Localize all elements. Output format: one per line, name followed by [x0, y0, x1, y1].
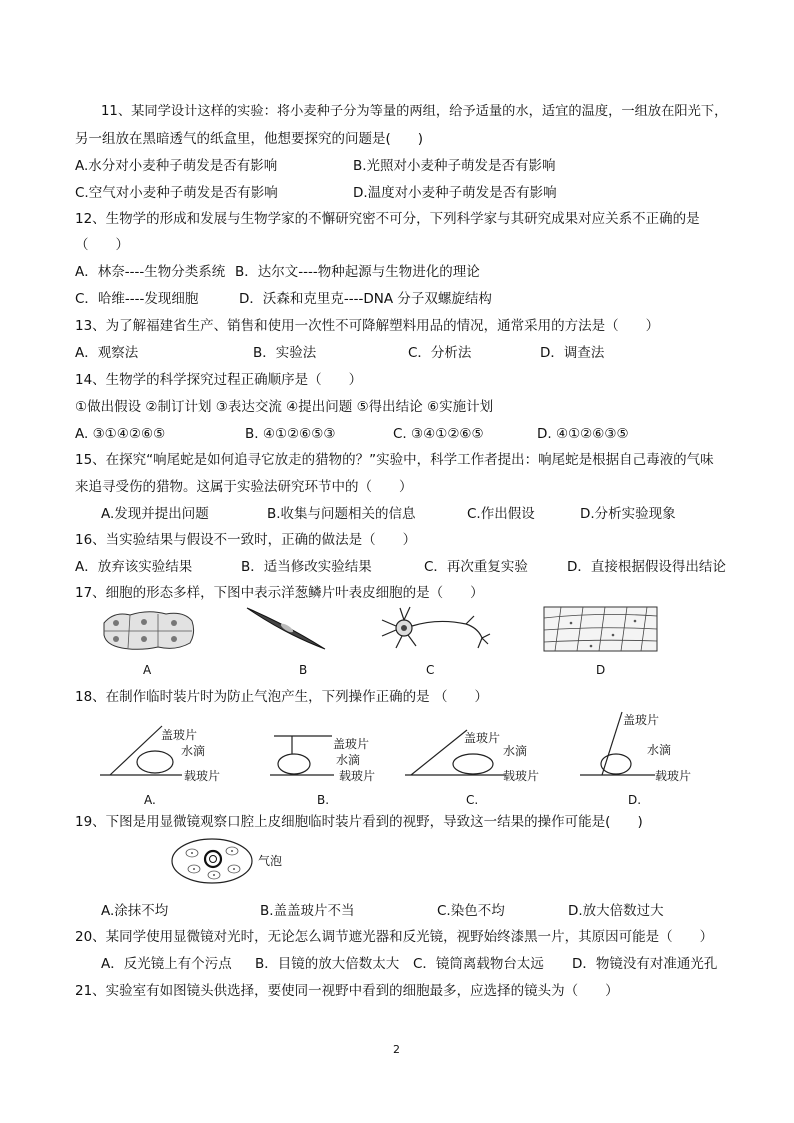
q17-label-b: B: [299, 663, 308, 677]
q11-option-a: A.水分对小麦种子萌发是否有影响: [75, 158, 278, 174]
q13-option-a: A．观察法: [75, 345, 139, 361]
q11-option-b: B.光照对小麦种子萌发是否有影响: [353, 158, 556, 174]
q15-option-b: B.收集与问题相关的信息: [267, 506, 416, 522]
q18-figure-b: [270, 734, 334, 784]
q14-option-b: B. ④①②⑥⑤③: [245, 426, 336, 442]
q14-option-d: D. ④①②⑥③⑤: [537, 426, 629, 442]
q20-option-b: B．目镜的放大倍数太大: [255, 956, 400, 972]
q13-stem: 13、为了解福建省生产、销售和使用一次性不可降解塑料用品的情况，通常采用的方法是（ ）: [75, 318, 660, 334]
q20-option-a: A．反光镜上有个污点: [101, 956, 232, 972]
q12-option-b: B．达尔文----物种起源与生物进化的理论: [235, 264, 480, 280]
q16-option-b: B．适当修改实验结果: [241, 559, 372, 575]
q13-option-c: C．分析法: [408, 345, 472, 361]
q18-b-water-label: 水滴: [336, 753, 361, 767]
q19-bubble-label: 气泡: [258, 854, 283, 868]
q15-stem-line1: 15、在探究“响尾蛇是如何追寻它放走的猎物的？”实验中，科学工作者提出：响尾蛇是根据自己毒液的气味: [75, 452, 714, 468]
q17-figure-c-neuron: [378, 604, 503, 652]
q11-stem-line2: 另一组放在黑暗透气的纸盒里，他想要探究的问题是( ): [75, 131, 424, 147]
q19-option-a: A.涂抹不均: [101, 903, 169, 919]
q11-option-d: D.温度对小麦种子萌发是否有影响: [353, 185, 557, 201]
q18-a-water-label: 水滴: [181, 744, 206, 758]
page-number: 2: [393, 1043, 400, 1056]
q12-option-d: D．沃森和克里克----DNA 分子双螺旋结构: [239, 291, 492, 307]
q18-b-slide-label: 载玻片: [339, 769, 376, 783]
q18-d-cover-label: 盖玻片: [623, 713, 660, 727]
q19-option-c: C.染色不均: [437, 903, 505, 919]
q18-d-slide-label: 载玻片: [655, 769, 692, 783]
q20-option-c: C．镜筒离载物台太远: [413, 956, 544, 972]
q17-label-d: D: [596, 663, 606, 677]
q16-stem: 16、当实验结果与假设不一致时，正确的做法是（ ）: [75, 532, 417, 548]
q11-stem-line1: 11、某同学设计这样的实验：将小麦种子分为等量的两组，给予适量的水，适宜的温度，一组放在阳光下，: [101, 104, 728, 119]
q17-figure-d-onion-epidermis: [543, 606, 658, 652]
q17-figure-a-muscle-cells: [100, 605, 197, 653]
q17-stem: 17、细胞的形态多样，下图中表示洋葱鳞片叶表皮细胞的是（ ）: [75, 585, 484, 601]
q18-a-cover-label: 盖玻片: [161, 728, 198, 742]
q19-microscope-field: [170, 837, 255, 885]
q18-label-a: A.: [144, 793, 156, 807]
q17-label-c: C: [426, 663, 435, 677]
q13-option-b: B．实验法: [253, 345, 317, 361]
q18-b-cover-label: 盖玻片: [333, 737, 370, 751]
q19-stem: 19、下图是用显微镜观察口腔上皮细胞临时装片看到的视野，导致这一结果的操作可能是( ): [75, 814, 643, 830]
q15-option-a: A.发现并提出问题: [101, 506, 209, 522]
q18-d-water-label: 水滴: [647, 743, 672, 757]
q18-a-slide-label: 载玻片: [184, 769, 221, 783]
q18-label-b: B.: [317, 793, 330, 807]
q12-option-c: C．哈维----发现细胞: [75, 291, 199, 307]
q13-option-d: D．调查法: [540, 345, 605, 361]
q15-stem-line2: 来追寻受伤的猎物。这属于实验法研究环节中的（ ）: [75, 479, 413, 495]
q17-label-a: A: [143, 663, 152, 677]
q14-option-c: C. ③④①②⑥⑤: [393, 426, 484, 442]
q12-option-a: A．林奈----生物分类系统: [75, 264, 226, 280]
q16-option-d: D．直接根据假设得出结论: [567, 559, 726, 575]
q19-option-b: B.盖盖玻片不当: [260, 903, 355, 919]
q18-label-c: C.: [466, 793, 479, 807]
q12-stem-line1: 12、生物学的形成和发展与生物学家的不懈研究密不可分，下列科学家与其研究成果对应关系不正确的是: [75, 211, 700, 227]
q12-stem-line2: （ ）: [75, 237, 129, 253]
q18-c-cover-label: 盖玻片: [464, 731, 501, 745]
q14-stem: 14、生物学的科学探究过程正确顺序是（ ）: [75, 372, 363, 388]
q20-option-d: D．物镜没有对准通光孔: [572, 956, 718, 972]
q18-c-slide-label: 载玻片: [503, 769, 540, 783]
q20-stem: 20、某同学使用显微镜对光时，无论怎么调节遮光器和反光镜，视野始终漆黑一片，其原因可能是（ ）: [75, 929, 714, 945]
q15-option-c: C.作出假设: [467, 506, 535, 522]
q18-label-d: D.: [628, 793, 642, 807]
q16-option-a: A．放弃该实验结果: [75, 559, 193, 575]
q11-option-c: C.空气对小麦种子萌发是否有影响: [75, 185, 278, 201]
q14-option-a: A. ③①④②⑥⑤: [75, 426, 166, 442]
q17-figure-b-smooth-muscle: [245, 604, 327, 652]
q18-c-water-label: 水滴: [503, 744, 528, 758]
q14-steps: ①做出假设 ②制订计划 ③表达交流 ④提出问题 ⑤得出结论 ⑥实施计划: [75, 399, 494, 415]
q19-option-d: D.放大倍数过大: [568, 903, 664, 919]
q21-stem: 21、实验室有如图镜头供选择，要使同一视野中看到的细胞最多，应选择的镜头为（ ）: [75, 983, 619, 999]
q15-option-d: D.分析实验现象: [580, 506, 676, 522]
q18-stem: 18、在制作临时装片时为防止气泡产生，下列操作正确的是 （ ）: [75, 689, 488, 705]
q16-option-c: C．再次重复实验: [424, 559, 528, 575]
